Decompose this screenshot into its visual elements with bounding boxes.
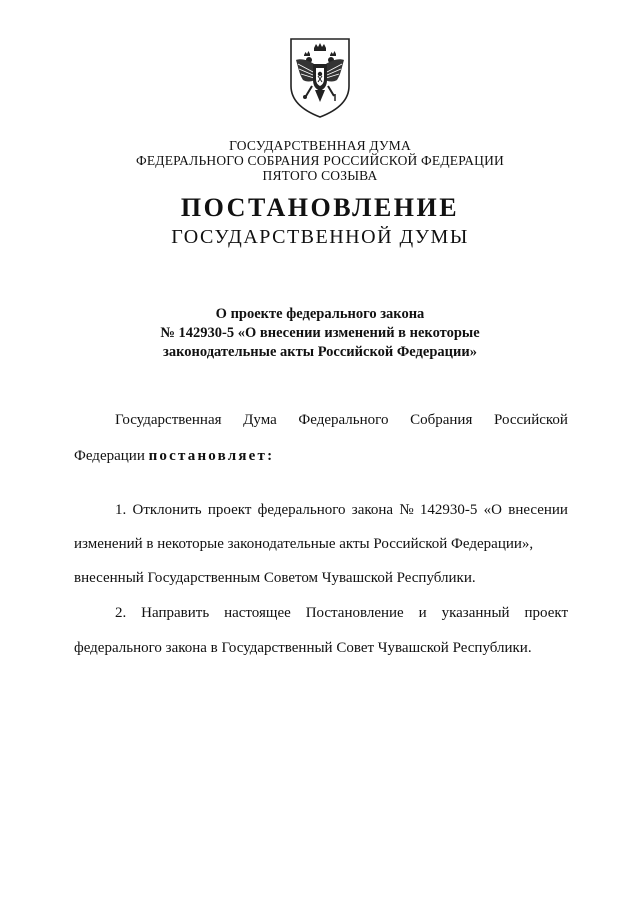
item2-word: Направить xyxy=(141,605,210,621)
preamble-word: Российской xyxy=(494,412,568,428)
subject-line1: О проекте федерального закона xyxy=(215,306,425,322)
item1-word: «О xyxy=(483,502,502,518)
preamble-word: Государственная xyxy=(115,412,222,428)
preamble-line1 xyxy=(115,411,568,429)
item2-line2: федерального закона в Государственный Совет Чувашской Республики. xyxy=(74,640,532,656)
item1-line3: внесенный Государственным Советом Чувашской Республики. xyxy=(74,570,476,586)
convocation-line: ПЯТОГО СОЗЫВА xyxy=(262,168,378,183)
document-title: ПОСТАНОВЛЕНИЕ xyxy=(180,193,460,222)
item2-word: указанный xyxy=(441,605,510,621)
resolves-keyword: постановляет: xyxy=(148,448,275,464)
item2-word: 2. xyxy=(115,605,127,621)
item1-word: № xyxy=(399,502,414,518)
preamble-word: Дума xyxy=(243,412,277,428)
item1-word: проект xyxy=(207,502,252,518)
preamble-word: Собрания xyxy=(410,412,473,428)
item1-word: Отклонить xyxy=(132,502,202,518)
item1-word: 1. xyxy=(115,502,127,518)
preamble-word: Федерального xyxy=(298,412,389,428)
item1-word: федерального xyxy=(257,502,346,518)
document-subtitle: ГОСУДАРСТВЕННОЙ ДУМЫ xyxy=(171,226,469,248)
item2-word: Постановление xyxy=(305,605,404,621)
org-name-line2: ФЕДЕРАЛЬНОГО СОБРАНИЯ РОССИЙСКОЙ ФЕДЕРАЦИИ xyxy=(136,153,504,168)
item1-line2: изменений в некоторые законодательные акты Российской Федерации», xyxy=(74,536,534,552)
item1-word: закона xyxy=(351,502,394,518)
item1-word: внесении xyxy=(508,502,568,518)
org-name-line1: ГОСУДАРСТВЕННАЯ ДУМА xyxy=(229,138,411,153)
subject-line3: законодательные акты Российской Федерации» xyxy=(163,344,477,360)
item1-line1 xyxy=(115,501,568,519)
coat-of-arms-emblem-icon xyxy=(287,36,353,120)
item2-line1 xyxy=(115,604,568,622)
preamble-line2 xyxy=(74,447,568,465)
item1-word: 142930-5 xyxy=(419,502,478,518)
subject-line2: № 142930-5 «О внесении изменений в некоторые xyxy=(160,325,480,341)
preamble-word: Федерации xyxy=(74,448,145,464)
item2-word: проект xyxy=(524,605,568,621)
item2-word: и xyxy=(418,605,427,621)
item2-word: настоящее xyxy=(224,605,291,621)
